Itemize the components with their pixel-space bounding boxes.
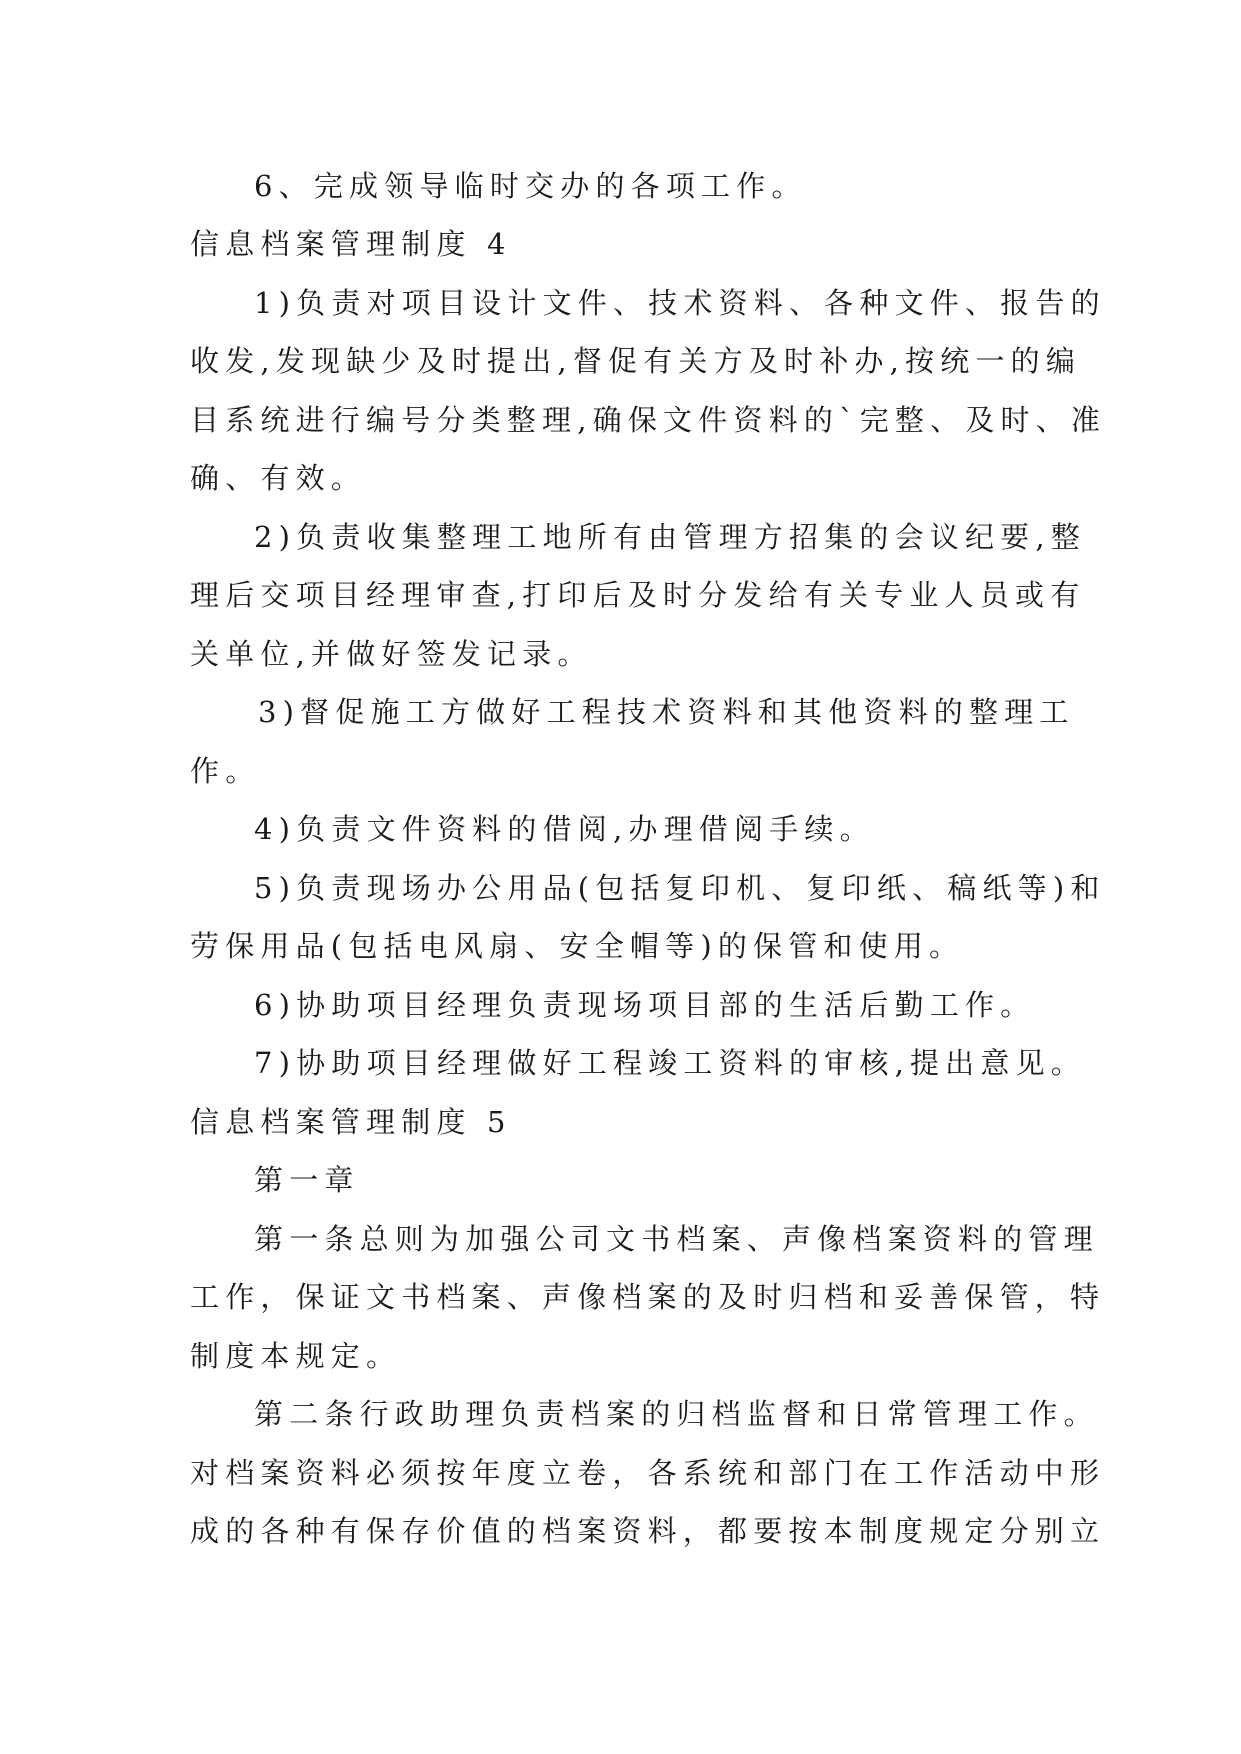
text-line: 关单位,并做好签发记录。 <box>190 637 593 671</box>
text-line: 工作，保证文书档案、声像档案的及时归档和妥善保管，特 <box>190 1280 1106 1314</box>
text-line: 作。 <box>190 754 261 788</box>
text-line: 1)负责对项目设计文件、技术资料、各种文件、报告的 <box>254 286 1106 320</box>
text-line: 3)督促施工方做好工程技术资料和其他资料的整理工 <box>258 695 1075 729</box>
section-heading: 信息档案管理制度 5 <box>190 1105 512 1139</box>
text-line: 确、有效。 <box>190 461 367 495</box>
text-line: 理后交项目经理审查,打印后及时分发给有关专业人员或有 <box>190 578 1086 612</box>
text-line: 收发,发现缺少及时提出,督促有关方及时补办,按统一的编 <box>190 344 1082 378</box>
text-line: 目系统进行编号分类整理,确保文件资料的`完整、及时、准 <box>190 403 1107 437</box>
text-line: 第二条行政助理负责档案的归档监督和日常管理工作。 <box>254 1397 1099 1431</box>
text-line: 6、完成领导临时交办的各项工作。 <box>254 169 807 203</box>
text-line: 2)负责收集整理工地所有由管理方招集的会议纪要,整 <box>254 520 1086 554</box>
text-line: 对档案资料必须按年度立卷，各系统和部门在工作活动中形 <box>190 1456 1106 1490</box>
section-heading: 信息档案管理制度 4 <box>190 227 512 261</box>
chapter-heading: 第一章 <box>254 1163 360 1197</box>
text-line: 第一条总则为加强公司文书档案、声像档案资料的管理 <box>254 1222 1099 1256</box>
text-line: 6)协助项目经理负责现场项目部的生活后勤工作。 <box>254 988 1036 1022</box>
text-line: 4)负责文件资料的借阅,办理借阅手续。 <box>254 812 875 846</box>
text-line: 劳保用品(包括电风扇、安全帽等)的保管和使用。 <box>190 929 965 963</box>
text-line: 5)负责现场办公用品(包括复印机、复印纸、稿纸等)和 <box>254 871 1106 905</box>
text-line: 7)协助项目经理做好工程竣工资料的审核,提出意见。 <box>254 1046 1086 1080</box>
text-line: 制度本规定。 <box>190 1339 402 1373</box>
text-line: 成的各种有保存价值的档案资料，都要按本制度规定分别立 <box>190 1514 1106 1548</box>
